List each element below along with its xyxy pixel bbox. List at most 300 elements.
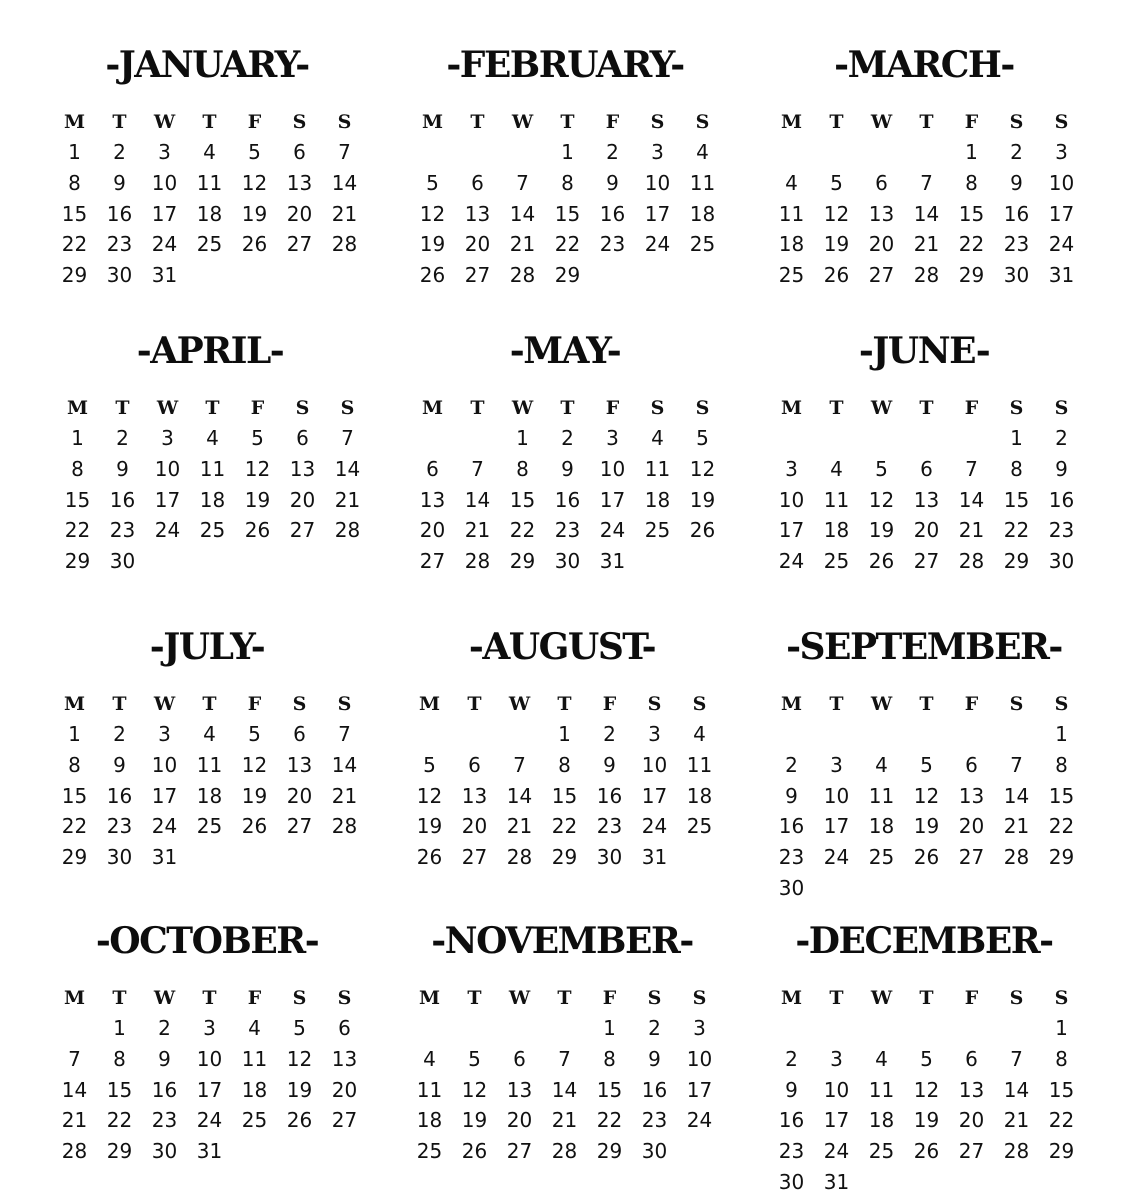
day-cell: 13 bbox=[419, 487, 446, 512]
day-cell: 23 bbox=[641, 1108, 668, 1133]
month-grid bbox=[769, 107, 1084, 291]
day-cell: 19 bbox=[823, 232, 850, 257]
day-cell: 25 bbox=[689, 232, 716, 257]
day-cell: 19 bbox=[241, 783, 268, 808]
day-cell: 11 bbox=[241, 1046, 268, 1071]
day-cell: 29 bbox=[509, 549, 536, 574]
day-cell: 20 bbox=[868, 232, 895, 257]
day-cell: 25 bbox=[868, 845, 895, 870]
day-cell: 23 bbox=[109, 518, 136, 543]
day-cell: 19 bbox=[689, 487, 716, 512]
day-cell: 9 bbox=[561, 456, 574, 481]
empty-day-cell bbox=[859, 423, 904, 454]
weekday-header: T bbox=[205, 397, 220, 419]
day-cell: 13 bbox=[461, 783, 488, 808]
day-cell: 11 bbox=[416, 1077, 443, 1102]
day-cell: 21 bbox=[334, 487, 361, 512]
day-cell: 10 bbox=[686, 1046, 713, 1071]
day-cell: 1 bbox=[71, 426, 84, 450]
day-cell: 25 bbox=[196, 232, 223, 257]
empty-day-cell bbox=[52, 1013, 97, 1044]
weekday-header: S bbox=[337, 111, 352, 133]
day-cell: 1 bbox=[516, 426, 529, 450]
empty-day-cell bbox=[410, 137, 455, 168]
day-cell: 7 bbox=[68, 1046, 81, 1071]
day-cell: 20 bbox=[331, 1077, 358, 1102]
day-cell: 17 bbox=[599, 487, 626, 512]
day-cell: 19 bbox=[416, 814, 443, 839]
day-cell: 10 bbox=[778, 487, 805, 512]
weekday-header: T bbox=[557, 693, 572, 715]
day-cell: 21 bbox=[913, 232, 940, 257]
weekday-header: W bbox=[508, 693, 531, 715]
day-cell: 18 bbox=[196, 783, 223, 808]
month-grid bbox=[407, 689, 722, 873]
day-cell: 2 bbox=[603, 722, 616, 746]
day-cell: 16 bbox=[1003, 201, 1030, 226]
day-cell: 29 bbox=[1048, 1139, 1075, 1164]
day-cell: 22 bbox=[61, 814, 88, 839]
day-cell: 9 bbox=[648, 1046, 661, 1071]
day-cell: 17 bbox=[644, 201, 671, 226]
day-cell: 7 bbox=[558, 1046, 571, 1071]
day-cell: 12 bbox=[241, 752, 268, 777]
day-cell: 15 bbox=[1048, 783, 1075, 808]
day-cell: 19 bbox=[286, 1077, 313, 1102]
day-cell: 28 bbox=[331, 232, 358, 257]
day-cell: 11 bbox=[196, 170, 223, 195]
weekday-header: T bbox=[560, 111, 575, 133]
weekday-header: T bbox=[829, 987, 844, 1009]
month-grid bbox=[52, 689, 367, 873]
day-cell: 26 bbox=[868, 549, 895, 574]
day-cell: 2 bbox=[606, 140, 619, 164]
day-cell: 4 bbox=[875, 1046, 888, 1071]
day-cell: 12 bbox=[241, 170, 268, 195]
day-cell: 3 bbox=[830, 752, 843, 777]
day-cell: 5 bbox=[293, 1016, 306, 1040]
day-cell: 1 bbox=[113, 1016, 126, 1040]
empty-day-cell bbox=[410, 423, 455, 454]
day-cell: 20 bbox=[289, 487, 316, 512]
day-cell: 23 bbox=[1003, 232, 1030, 257]
day-cell: 3 bbox=[785, 456, 798, 481]
day-cell: 13 bbox=[331, 1046, 358, 1071]
weekday-header: S bbox=[650, 397, 665, 419]
empty-day-cell bbox=[904, 423, 949, 454]
day-cell: 13 bbox=[958, 783, 985, 808]
weekday-header: F bbox=[605, 111, 620, 133]
empty-day-cell bbox=[769, 423, 814, 454]
day-cell: 8 bbox=[1010, 456, 1023, 481]
day-cell: 27 bbox=[464, 263, 491, 288]
day-cell: 5 bbox=[920, 1046, 933, 1071]
day-cell: 9 bbox=[603, 752, 616, 777]
day-cell: 28 bbox=[61, 1139, 88, 1164]
day-cell: 18 bbox=[868, 814, 895, 839]
weekday-header: F bbox=[964, 693, 979, 715]
weekday-header: S bbox=[340, 397, 355, 419]
weekday-header: T bbox=[919, 987, 934, 1009]
weekday-header: T bbox=[112, 693, 127, 715]
day-cell: 26 bbox=[286, 1108, 313, 1133]
day-cell: 9 bbox=[785, 1077, 798, 1102]
weekday-header: F bbox=[602, 693, 617, 715]
day-cell: 18 bbox=[868, 1108, 895, 1133]
day-cell: 19 bbox=[244, 487, 271, 512]
day-cell: 24 bbox=[641, 814, 668, 839]
day-cell: 11 bbox=[868, 783, 895, 808]
day-cell: 8 bbox=[68, 752, 81, 777]
weekday-header: S bbox=[1054, 987, 1069, 1009]
day-cell: 17 bbox=[196, 1077, 223, 1102]
day-cell: 11 bbox=[689, 170, 716, 195]
day-cell: 24 bbox=[599, 518, 626, 543]
weekday-header: S bbox=[692, 693, 707, 715]
month-title: -FEBRUARY- bbox=[446, 44, 684, 86]
day-cell: 25 bbox=[778, 263, 805, 288]
empty-day-cell bbox=[814, 719, 859, 750]
day-cell: 22 bbox=[106, 1108, 133, 1133]
empty-day-cell bbox=[500, 137, 545, 168]
weekday-header: S bbox=[1054, 693, 1069, 715]
day-cell: 21 bbox=[61, 1108, 88, 1133]
day-cell: 5 bbox=[875, 456, 888, 481]
day-cell: 6 bbox=[296, 426, 309, 450]
empty-day-cell bbox=[994, 719, 1039, 750]
weekday-header: F bbox=[247, 693, 262, 715]
day-cell: 12 bbox=[913, 783, 940, 808]
day-cell: 7 bbox=[338, 140, 351, 164]
month-grid bbox=[407, 983, 722, 1167]
day-cell: 26 bbox=[416, 845, 443, 870]
weekday-header: W bbox=[508, 987, 531, 1009]
weekday-header: S bbox=[337, 987, 352, 1009]
day-cell: 4 bbox=[203, 140, 216, 164]
weekday-header: T bbox=[560, 397, 575, 419]
day-cell: 15 bbox=[1048, 1077, 1075, 1102]
day-cell: 23 bbox=[106, 232, 133, 257]
day-cell: 28 bbox=[506, 845, 533, 870]
day-cell: 15 bbox=[1003, 487, 1030, 512]
day-cell: 24 bbox=[686, 1108, 713, 1133]
day-cell: 18 bbox=[778, 232, 805, 257]
day-cell: 3 bbox=[161, 426, 174, 450]
day-cell: 13 bbox=[289, 456, 316, 481]
weekday-header: S bbox=[1054, 397, 1069, 419]
day-cell: 3 bbox=[203, 1016, 216, 1040]
day-cell: 17 bbox=[151, 783, 178, 808]
day-cell: 6 bbox=[293, 722, 306, 746]
day-cell: 28 bbox=[958, 549, 985, 574]
day-cell: 17 bbox=[154, 487, 181, 512]
empty-day-cell bbox=[497, 719, 542, 750]
day-cell: 5 bbox=[248, 722, 261, 746]
day-cell: 23 bbox=[596, 814, 623, 839]
day-cell: 7 bbox=[471, 456, 484, 481]
day-cell: 3 bbox=[1055, 140, 1068, 164]
day-cell: 14 bbox=[506, 783, 533, 808]
day-cell: 10 bbox=[151, 752, 178, 777]
day-cell: 6 bbox=[338, 1016, 351, 1040]
day-cell: 22 bbox=[1048, 814, 1075, 839]
day-cell: 2 bbox=[116, 426, 129, 450]
weekday-header: S bbox=[647, 693, 662, 715]
day-cell: 2 bbox=[113, 722, 126, 746]
day-cell: 20 bbox=[958, 814, 985, 839]
day-cell: 20 bbox=[464, 232, 491, 257]
weekday-header: T bbox=[470, 111, 485, 133]
day-cell: 14 bbox=[913, 201, 940, 226]
day-cell: 28 bbox=[331, 814, 358, 839]
day-cell: 25 bbox=[416, 1139, 443, 1164]
month-title: -JULY- bbox=[149, 626, 265, 668]
month-grid bbox=[769, 983, 1084, 1198]
day-cell: 25 bbox=[868, 1139, 895, 1164]
day-cell: 16 bbox=[596, 783, 623, 808]
day-cell: 2 bbox=[1010, 140, 1023, 164]
weekday-header: F bbox=[247, 987, 262, 1009]
weekday-header: M bbox=[66, 397, 89, 419]
day-cell: 1 bbox=[603, 1016, 616, 1040]
empty-day-cell bbox=[497, 1013, 542, 1044]
day-cell: 14 bbox=[334, 456, 361, 481]
day-cell: 23 bbox=[778, 1139, 805, 1164]
day-cell: 8 bbox=[516, 456, 529, 481]
day-cell: 9 bbox=[1055, 456, 1068, 481]
day-cell: 1 bbox=[561, 140, 574, 164]
weekday-header: S bbox=[647, 987, 662, 1009]
day-cell: 29 bbox=[551, 845, 578, 870]
day-cell: 19 bbox=[461, 1108, 488, 1133]
day-cell: 26 bbox=[461, 1139, 488, 1164]
day-cell: 9 bbox=[1010, 170, 1023, 195]
day-cell: 28 bbox=[509, 263, 536, 288]
weekday-header: W bbox=[870, 397, 893, 419]
day-cell: 11 bbox=[196, 752, 223, 777]
weekday-header: M bbox=[418, 987, 441, 1009]
day-cell: 18 bbox=[823, 518, 850, 543]
empty-day-cell bbox=[904, 1013, 949, 1044]
day-cell: 26 bbox=[241, 814, 268, 839]
day-cell: 13 bbox=[286, 170, 313, 195]
weekday-header: S bbox=[695, 111, 710, 133]
day-cell: 5 bbox=[920, 752, 933, 777]
day-cell: 28 bbox=[334, 518, 361, 543]
day-cell: 2 bbox=[113, 140, 126, 164]
day-cell: 30 bbox=[106, 263, 133, 288]
day-cell: 15 bbox=[596, 1077, 623, 1102]
day-cell: 25 bbox=[686, 814, 713, 839]
day-cell: 14 bbox=[61, 1077, 88, 1102]
day-cell: 6 bbox=[293, 140, 306, 164]
day-cell: 4 bbox=[651, 426, 664, 450]
day-cell: 12 bbox=[416, 783, 443, 808]
day-cell: 24 bbox=[151, 232, 178, 257]
day-cell: 7 bbox=[1010, 752, 1023, 777]
day-cell: 19 bbox=[241, 201, 268, 226]
empty-day-cell bbox=[455, 423, 500, 454]
day-cell: 3 bbox=[830, 1046, 843, 1071]
month-title: -JANUARY- bbox=[105, 44, 309, 86]
empty-day-cell bbox=[859, 719, 904, 750]
day-cell: 29 bbox=[554, 263, 581, 288]
day-cell: 31 bbox=[196, 1139, 223, 1164]
day-cell: 19 bbox=[913, 1108, 940, 1133]
day-cell: 6 bbox=[471, 170, 484, 195]
weekday-header: T bbox=[557, 987, 572, 1009]
day-cell: 10 bbox=[1048, 170, 1075, 195]
day-cell: 11 bbox=[644, 456, 671, 481]
day-cell: 18 bbox=[199, 487, 226, 512]
day-cell: 7 bbox=[338, 722, 351, 746]
weekday-header: T bbox=[829, 693, 844, 715]
weekday-header: S bbox=[337, 693, 352, 715]
weekday-header: M bbox=[421, 111, 444, 133]
day-cell: 12 bbox=[286, 1046, 313, 1071]
weekday-header: T bbox=[112, 111, 127, 133]
month-title: -NOVEMBER- bbox=[431, 920, 693, 962]
day-cell: 1 bbox=[1055, 1016, 1068, 1040]
day-cell: 14 bbox=[551, 1077, 578, 1102]
day-cell: 22 bbox=[1003, 518, 1030, 543]
day-cell: 20 bbox=[286, 783, 313, 808]
empty-day-cell bbox=[814, 1013, 859, 1044]
day-cell: 19 bbox=[913, 814, 940, 839]
day-cell: 17 bbox=[823, 814, 850, 839]
day-cell: 17 bbox=[778, 518, 805, 543]
day-cell: 12 bbox=[419, 201, 446, 226]
weekday-header: W bbox=[153, 111, 176, 133]
month-title: -JUNE- bbox=[858, 330, 990, 372]
day-cell: 22 bbox=[596, 1108, 623, 1133]
day-cell: 2 bbox=[785, 1046, 798, 1071]
month-grid bbox=[52, 983, 367, 1167]
empty-day-cell bbox=[452, 1013, 497, 1044]
weekday-header: T bbox=[467, 987, 482, 1009]
day-cell: 12 bbox=[461, 1077, 488, 1102]
day-cell: 14 bbox=[958, 487, 985, 512]
day-cell: 1 bbox=[68, 140, 81, 164]
day-cell: 7 bbox=[965, 456, 978, 481]
day-cell: 7 bbox=[516, 170, 529, 195]
day-cell: 10 bbox=[151, 170, 178, 195]
day-cell: 16 bbox=[778, 814, 805, 839]
weekday-header: M bbox=[63, 987, 86, 1009]
month-title: -MAY- bbox=[509, 330, 621, 372]
empty-day-cell bbox=[407, 1013, 452, 1044]
day-cell: 4 bbox=[206, 426, 219, 450]
day-cell: 24 bbox=[823, 1139, 850, 1164]
day-cell: 25 bbox=[196, 814, 223, 839]
weekday-header: F bbox=[964, 397, 979, 419]
day-cell: 28 bbox=[913, 263, 940, 288]
weekday-header: T bbox=[115, 397, 130, 419]
day-cell: 3 bbox=[158, 140, 171, 164]
weekday-header: S bbox=[292, 693, 307, 715]
day-cell: 14 bbox=[331, 170, 358, 195]
weekday-header: S bbox=[650, 111, 665, 133]
weekday-header: T bbox=[919, 693, 934, 715]
empty-day-cell bbox=[814, 137, 859, 168]
weekday-header: M bbox=[63, 111, 86, 133]
day-cell: 6 bbox=[920, 456, 933, 481]
day-cell: 24 bbox=[1048, 232, 1075, 257]
day-cell: 24 bbox=[644, 232, 671, 257]
day-cell: 22 bbox=[61, 232, 88, 257]
day-cell: 22 bbox=[1048, 1108, 1075, 1133]
empty-day-cell bbox=[407, 719, 452, 750]
day-cell: 21 bbox=[958, 518, 985, 543]
day-cell: 26 bbox=[419, 263, 446, 288]
empty-day-cell bbox=[452, 719, 497, 750]
day-cell: 3 bbox=[158, 722, 171, 746]
weekday-header: W bbox=[153, 693, 176, 715]
day-cell: 6 bbox=[426, 456, 439, 481]
weekday-header: M bbox=[780, 693, 803, 715]
day-cell: 9 bbox=[158, 1046, 171, 1071]
day-cell: 15 bbox=[64, 487, 91, 512]
weekday-header: S bbox=[1009, 111, 1024, 133]
day-cell: 22 bbox=[509, 518, 536, 543]
month-grid bbox=[55, 393, 370, 577]
day-cell: 12 bbox=[689, 456, 716, 481]
weekday-header: M bbox=[780, 397, 803, 419]
day-cell: 9 bbox=[606, 170, 619, 195]
day-cell: 16 bbox=[151, 1077, 178, 1102]
day-cell: 6 bbox=[468, 752, 481, 777]
day-cell: 22 bbox=[958, 232, 985, 257]
weekday-header: T bbox=[919, 111, 934, 133]
day-cell: 4 bbox=[785, 170, 798, 195]
weekday-header: T bbox=[112, 987, 127, 1009]
day-cell: 25 bbox=[241, 1108, 268, 1133]
day-cell: 16 bbox=[109, 487, 136, 512]
weekday-header: T bbox=[470, 397, 485, 419]
weekday-header: T bbox=[829, 111, 844, 133]
empty-day-cell bbox=[949, 1013, 994, 1044]
day-cell: 24 bbox=[823, 845, 850, 870]
day-cell: 17 bbox=[151, 201, 178, 226]
day-cell: 13 bbox=[464, 201, 491, 226]
day-cell: 15 bbox=[509, 487, 536, 512]
day-cell: 13 bbox=[958, 1077, 985, 1102]
day-cell: 3 bbox=[651, 140, 664, 164]
day-cell: 2 bbox=[785, 752, 798, 777]
empty-day-cell bbox=[455, 137, 500, 168]
day-cell: 13 bbox=[868, 201, 895, 226]
day-cell: 19 bbox=[868, 518, 895, 543]
day-cell: 19 bbox=[419, 232, 446, 257]
empty-day-cell bbox=[859, 1013, 904, 1044]
weekday-header: S bbox=[292, 111, 307, 133]
day-cell: 4 bbox=[696, 140, 709, 164]
weekday-header: S bbox=[295, 397, 310, 419]
day-cell: 29 bbox=[958, 263, 985, 288]
day-cell: 26 bbox=[913, 845, 940, 870]
day-cell: 23 bbox=[1048, 518, 1075, 543]
empty-day-cell bbox=[542, 1013, 587, 1044]
day-cell: 27 bbox=[913, 549, 940, 574]
day-cell: 27 bbox=[958, 1139, 985, 1164]
day-cell: 11 bbox=[868, 1077, 895, 1102]
day-cell: 27 bbox=[506, 1139, 533, 1164]
day-cell: 3 bbox=[648, 722, 661, 746]
day-cell: 29 bbox=[596, 1139, 623, 1164]
day-cell: 21 bbox=[464, 518, 491, 543]
day-cell: 18 bbox=[241, 1077, 268, 1102]
month-grid bbox=[52, 107, 367, 291]
